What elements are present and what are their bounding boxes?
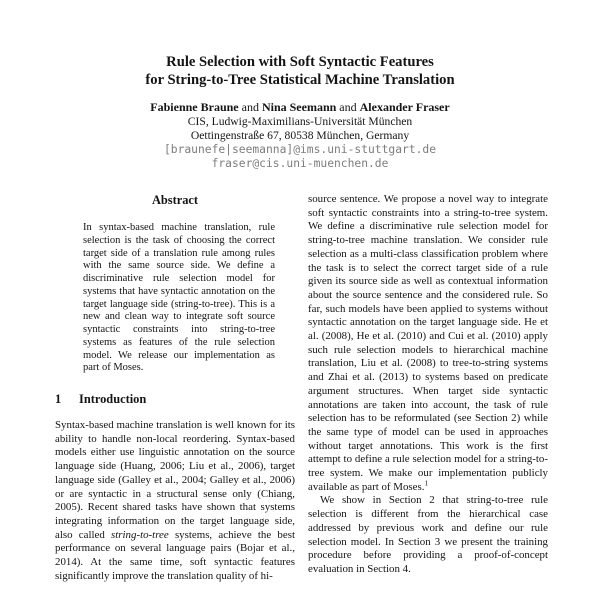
right-column-paragraph-1-text: source sentence. We propose a novel way to integrate soft syntactic constraints into a string-to-tree system. We define a discriminative rule selection model for string-to-tree machine translation. We consider rule selection as a multi-class classification problem where the task is to select the correct target side of a rule given its source side as well as contextual information about the source sentence and the considered rule. So far, such models have been applied to systems without syntactic annotation on the target language side. He et al. (2008), He et al. (2010) and Cui et al. (2010) apply such rule selection models to hierarchical machine translation, Liu et al. (2008) to tree-to-string systems and Zhai et al. (2013) to systems based on predicate argument structures. When target side syntactic annotations are taken into account, the task of rule selection has to be reformulated (see Section 2) while the same type of model can be used in approaches without target annotations. This work is the first attempt to define a rule selection model for a string-to-tree system. We make our implementation publicly available as part of Moses. (308, 193, 548, 493)
intro-paragraph-italic-term: string-to-tree (111, 528, 169, 541)
authors-joiner-2: and (336, 100, 360, 114)
abstract-text: In syntax-based machine translation, rule selection is the task of choosing the correct target side of a translation rule among rules with the same source side. We define a discriminative rule selection model for systems that have syntactic annotation on the target language side (string-to-tree). This is a new and clean way to integrate soft source syntactic constraints into string-to-tree systems as features of the rule selection model. We release our implementation as part of Moses. (83, 222, 275, 374)
intro-paragraph-text-continued: systems, achieve the best performance on several language pairs (Bojar et al., 2014). At the same time, soft syntactic features significantly improve the translation quality of hi- (55, 528, 295, 582)
footnote-marker: 1 (424, 478, 429, 488)
abstract-heading: Abstract (151, 193, 199, 207)
authors-line (0, 100, 600, 115)
affiliation-line-2: Oettingenstraße 67, 80538 München, Germany (190, 128, 410, 142)
paper-header (0, 54, 600, 171)
left-column (55, 193, 295, 583)
section-1-heading (55, 392, 295, 407)
section-1-title: Introduction (79, 392, 147, 406)
email-line-2: fraser@cis.uni-muenchen.de (211, 156, 389, 170)
right-column-paragraph-1 (308, 193, 548, 494)
intro-paragraph-text: Syntax-based machine translation is well known for its ability to handle non-local reordering. Syntax-based models either use linguistic annotation on the source language side (Huang, 2006; Liu et al., 2006), target language side (Galley et al., 2004; Galley et al., 2006) or are syntactic in a structural sense only (Chiang, 2005). Recent shared tasks have shown that systems integrating information on the target language side, also called (55, 419, 295, 541)
author-1-name: Fabienne Braune (150, 100, 239, 114)
affiliation-line-1: CIS, Ludwig-Maximilians-Universität München (187, 114, 413, 128)
authors-joiner-1: and (238, 100, 262, 114)
author-3-name: Alexander Fraser (359, 100, 450, 114)
email-line-1: [braunefe|seemanna]@ims.uni-stuttgart.de (163, 142, 437, 156)
intro-paragraph (55, 419, 295, 583)
right-column-paragraph-2: We show in Section 2 that string-to-tree rule selection is different from the hierarchical case addressed by previous work and define our rule selection model. In Section 3 we present the training procedure before providing a proof-of-concept evaluation in Section 4. (308, 494, 548, 575)
paper-title-line-1: Rule Selection with Soft Syntactic Features (166, 54, 434, 70)
author-2-name: Nina Seemann (261, 100, 337, 114)
section-1-number: 1 (55, 392, 62, 406)
right-column (308, 193, 548, 577)
paper-title-line-2: for String-to-Tree Statistical Machine Translation (145, 71, 455, 88)
